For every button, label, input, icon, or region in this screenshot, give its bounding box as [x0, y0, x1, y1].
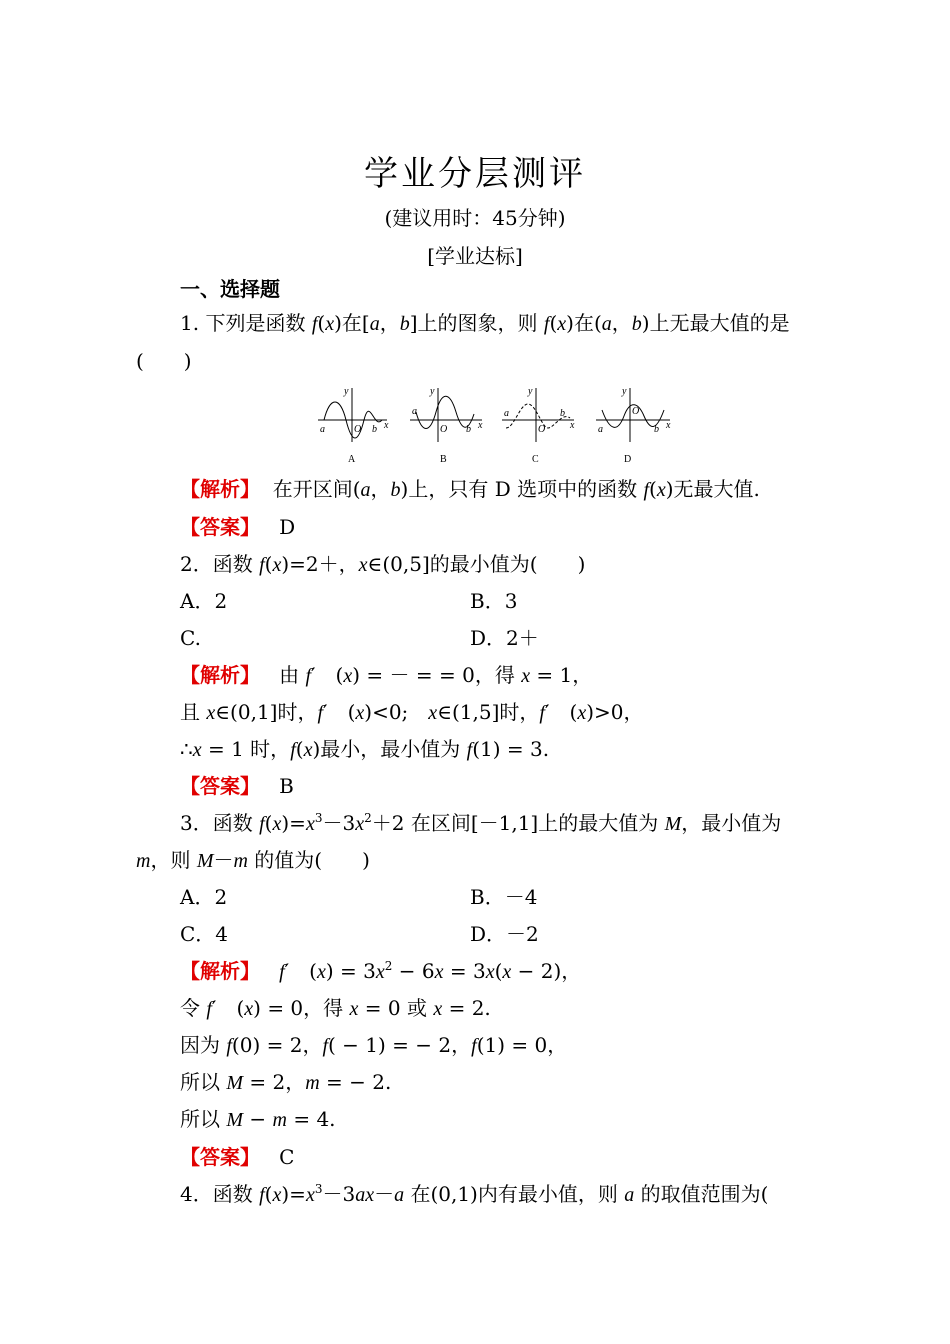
q3-analysis-line3: 因为 f(0) = 2，f( − 1) = − 2，f(1) = 0，	[180, 1033, 568, 1057]
q2-answer: 【答案】 B	[180, 774, 294, 798]
time-suggestion: (建议用时：45分钟)	[384, 206, 566, 230]
q3-stem-line2: m，则 M－m 的值为( )	[136, 848, 370, 872]
svg-text:y: y	[528, 386, 533, 397]
svg-text:b: b	[654, 424, 659, 435]
svg-text:x: x	[478, 420, 483, 431]
q3-option-b: B．－4	[470, 885, 538, 909]
q1-answer: 【答案】 D	[180, 515, 296, 539]
q3-option-a: A．2	[180, 885, 228, 909]
q3-analysis-line5: 所以 M − m = 4.	[180, 1107, 336, 1131]
q2-option-d: D．2＋	[470, 626, 539, 650]
graph-label-b: B	[440, 454, 447, 465]
svg-text:a: a	[504, 408, 509, 419]
q1-stem: 1. 下列是函数 f(x)在[a，b]上的图象，则 f(x)在(a，b)上无最大值的是	[180, 311, 790, 335]
q3-analysis-line2: 令 f′ (x) = 0，得 x = 0 或 x = 2.	[180, 996, 491, 1020]
q1-analysis: 【解析】 在开区间(a，b)上，只有 D 选项中的函数 f(x)无最大值.	[180, 477, 760, 501]
svg-text:y: y	[430, 386, 435, 397]
svg-text:a: a	[598, 424, 603, 435]
q3-analysis-line4: 所以 M = 2，m = − 2.	[180, 1070, 392, 1094]
svg-text:a: a	[320, 424, 325, 435]
part-heading: 一、选择题	[180, 277, 280, 301]
q2-analysis-line2: 且 x∈(0,1]时，f′ (x)<0; x∈(1,5]时，f′ (x)>0，	[180, 700, 644, 724]
svg-text:x: x	[570, 420, 575, 431]
page-title: 学业分层测评	[364, 154, 586, 194]
q3-answer: 【答案】 C	[180, 1145, 295, 1169]
q4-stem: 4．函数 $f(x)=x^3-3ax-a$ 在(0,1)内有最小值，则 a 的取值范围为(	[180, 1182, 769, 1206]
q3-stem-line1: 3．函数 $f(x)=x^3-3x^2+2$ 在区间[－1,1]上的最大值为 M，最小值为	[180, 811, 782, 835]
graph-label-a: A	[348, 454, 356, 465]
q2-analysis-line3: ∴x = 1 时，f(x)最小，最小值为 f(1) = 3.	[180, 737, 550, 761]
q3-option-d: D．－2	[470, 922, 539, 946]
svg-text:O: O	[538, 424, 546, 435]
q2-option-a: A．2	[180, 589, 228, 613]
svg-text:b: b	[560, 408, 565, 419]
q2-option-b: B．3	[470, 589, 518, 613]
svg-text:y: y	[344, 386, 349, 397]
svg-text:O: O	[440, 424, 448, 435]
q2-stem: 2．函数 f(x)=2＋，x∈(0,5]的最小值为( )	[180, 552, 586, 576]
section-label: [学业达标]	[427, 244, 523, 268]
svg-text:x: x	[384, 420, 389, 431]
q1-figures	[312, 382, 682, 468]
q1-answer-blank: ( )	[136, 349, 192, 373]
svg-text:x: x	[666, 420, 671, 431]
svg-text:a: a	[412, 406, 417, 417]
q3-analysis-line1: 【解析】 f′ $(x) = 3x^2 - 6x = 3x(x - 2)$，	[180, 959, 582, 983]
q3-option-c: C．4	[180, 922, 229, 946]
graph-label-c: C	[532, 454, 539, 465]
svg-text:y: y	[622, 386, 627, 397]
graph-label-d: D	[624, 454, 632, 465]
svg-text:O: O	[632, 406, 640, 417]
svg-text:b: b	[372, 424, 377, 435]
q2-analysis-line1: 【解析】 由 f′ (x) = － = = 0，得 x = 1，	[180, 663, 593, 687]
q1-graph-options	[312, 382, 682, 468]
svg-text:O: O	[354, 424, 362, 435]
q2-option-c: C.	[180, 626, 201, 650]
svg-text:b: b	[466, 424, 471, 435]
